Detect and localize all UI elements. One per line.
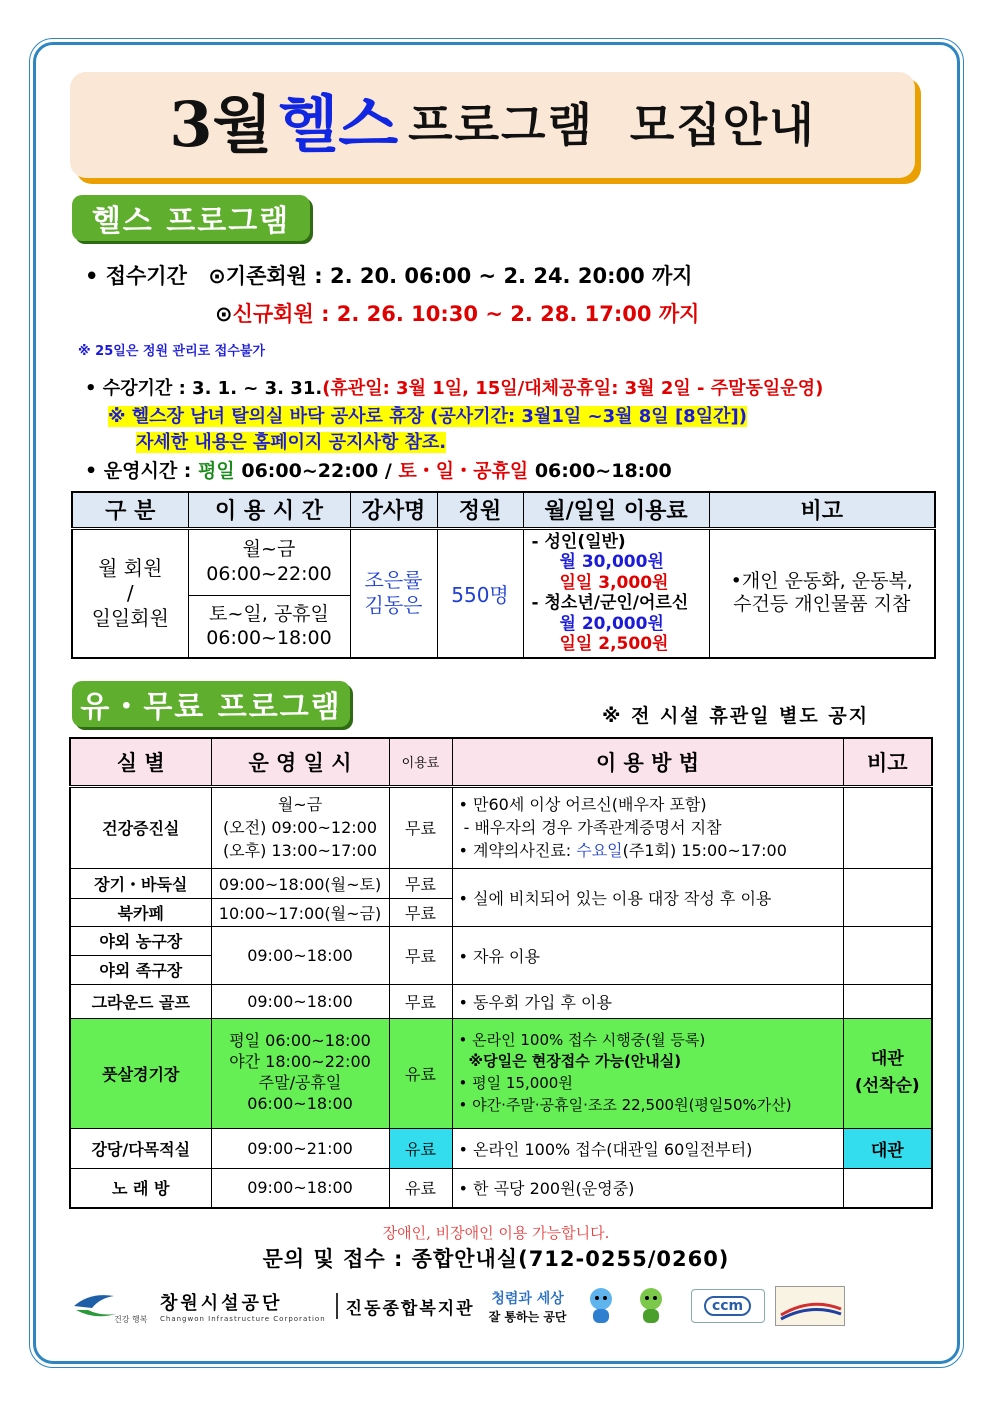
title-health: 헬스: [278, 88, 399, 161]
room-name: 북카페: [70, 898, 211, 926]
col-capacity: 정원: [437, 492, 523, 528]
weekday-hours-cell: [188, 528, 350, 595]
method-day: 수요일: [576, 841, 623, 861]
center-name: 진동종합복지관: [345, 1298, 475, 1319]
ccm-text: ccm: [704, 1296, 751, 1316]
new-members-period: 신규회원 : 2. 26. 10:30 ~ 2. 28. 17:00 까지: [232, 302, 700, 326]
health-program-badge: 헬스 프로그램: [72, 195, 310, 241]
method-line: ※당일은 현장접수 가능(안내실): [468, 1052, 682, 1071]
room-name: 노 래 방: [70, 1168, 211, 1208]
contact-info: 문의 및 접수 : 종합안내실(712-0255/0260): [262, 1247, 730, 1271]
title-banner: [70, 72, 915, 178]
room-hours: 10:00~17:00(월~금): [211, 898, 389, 926]
accessibility-note: 장애인, 비장애인 이용 가능합니다.: [382, 1224, 610, 1242]
room-method: • 동우회 가입 후 이용: [452, 984, 843, 1018]
registration-row: [85, 260, 693, 290]
hours-row: [85, 456, 672, 483]
method-line: - 배우자의 경우 가족관계증명서 지참: [458, 817, 722, 837]
room-fee: 무료: [389, 868, 452, 898]
hours-line: (오전) 09:00~12:00: [222, 817, 378, 837]
hours-line: 야간 18:00~22:00: [229, 1052, 371, 1072]
room-note: [843, 984, 932, 1018]
room-note: [843, 786, 932, 868]
room-fee: 유료: [389, 1128, 452, 1168]
closure-notice-row-2: [136, 428, 446, 454]
slogan-logo: [489, 1288, 567, 1325]
fee-youth-day: 일일 2,500원: [559, 634, 669, 655]
room-hours: 09:00~18:00(월~토): [211, 868, 389, 898]
closure-notice-1: ※ 헬스장 남녀 탈의실 바닥 공사로 휴장 (공사기간: 3월1일 ~3월 8일 [8일간]): [108, 406, 747, 427]
table-row: [70, 1018, 932, 1128]
instructor-cell: [350, 528, 437, 658]
period-label: • 수강기간 : 3. 1. ~ 3. 31.: [85, 378, 323, 399]
mascot-green-icon: [633, 1285, 669, 1327]
facility-table: [69, 737, 933, 1209]
hours-weekend-time: 06:00~18:00: [534, 460, 672, 482]
room-note: 대관: [843, 1128, 932, 1168]
method-line: • 평일 15,000원: [458, 1074, 573, 1092]
room-note: [843, 1018, 932, 1128]
room-hours: [211, 1018, 389, 1128]
room-hours: [211, 786, 389, 868]
member-type-daily: 일일회원: [91, 605, 169, 630]
room-note: [843, 926, 932, 984]
remark-line-2: 수건등 개인물품 지참: [733, 593, 911, 616]
room-note: [843, 868, 932, 926]
period-row: [85, 374, 823, 400]
col-time: 이 용 시 간: [188, 492, 350, 528]
new-mark: ⊙: [215, 302, 233, 326]
room-name: 야외 농구장: [70, 926, 211, 955]
fee-cell: [523, 528, 709, 658]
method-line: • 온라인 100% 접수 시행중(월 등록): [458, 1030, 706, 1049]
note-line: 대관: [870, 1048, 904, 1069]
table-row: [70, 786, 932, 868]
method-line: • 야간·주말·공휴일·조조 22,500원(평일50%가산): [458, 1095, 792, 1114]
mascot-blue-icon: [583, 1285, 619, 1327]
col-remark: 비고: [709, 492, 935, 528]
room-fee: 유료: [389, 1168, 452, 1208]
col-fee: 이용료: [389, 738, 452, 786]
room-fee: 무료: [389, 786, 452, 868]
emblem-logo: [70, 1284, 150, 1328]
ccm-logo: [691, 1289, 765, 1323]
col-note: 비고: [843, 738, 932, 786]
closure-day-notice: ※ 전 시설 휴관일 별도 공지: [602, 705, 870, 727]
period-holidays: (휴관일: 3월 1일, 15일/대체공휴일: 3월 2일 - 주말동일운영): [322, 378, 824, 399]
col-method: 이 용 방 법: [452, 738, 843, 786]
fee-adult-day: 일일 3,000원: [559, 572, 669, 593]
title-notice: 모집안내: [629, 98, 816, 152]
method-text: • 계약의사진료:: [458, 841, 577, 861]
col-type: 구 분: [72, 492, 188, 528]
fee-youth-label: - 청소년/군인/어르신: [531, 593, 689, 614]
remark-cell: [709, 528, 935, 658]
room-method: • 한 곡당 200원(운영중): [452, 1168, 843, 1208]
weekday-label: 월~금: [242, 538, 296, 561]
member-type-monthly: 월 회원: [98, 555, 163, 580]
room-fee: 무료: [389, 984, 452, 1018]
hours-line: 평일 06:00~18:00: [229, 1031, 371, 1051]
col-fee: 월/일일 이용료: [523, 492, 709, 528]
method-line: [459, 839, 843, 862]
table-row: [70, 1128, 932, 1168]
logo-bar: [70, 1282, 930, 1330]
room-fee: 무료: [389, 926, 452, 984]
room-name: 장기・바둑실: [70, 868, 211, 898]
member-type-slash: /: [126, 580, 134, 605]
hours-line: 06:00~18:00: [247, 1093, 353, 1113]
room-method: • 자유 이용: [452, 926, 843, 984]
room-method: • 실에 비치되어 있는 이용 대장 작성 후 이용: [452, 868, 843, 926]
weekend-hours-cell: [188, 595, 350, 658]
room-name: 풋살경기장: [70, 1018, 211, 1128]
room-fee: 무료: [389, 898, 452, 926]
room-method: [452, 1018, 843, 1128]
new-members-row: [215, 298, 699, 328]
hours-weekday-label: 평일: [198, 460, 235, 482]
col-instructor: 강사명: [350, 492, 437, 528]
certificate-icon: [775, 1286, 845, 1326]
weekend-label: 토~일, 공휴일: [209, 602, 329, 625]
weekend-time: 06:00~18:00: [206, 627, 332, 650]
health-fee-table: [71, 491, 936, 659]
room-hours: 09:00~18:00: [211, 984, 389, 1018]
emblem-text: 건강 행복: [114, 1315, 148, 1324]
room-hours: 09:00~21:00: [211, 1128, 389, 1168]
slogan-bottom: 잘 통하는 공단: [488, 1309, 567, 1324]
note-line: (선착순): [854, 1076, 920, 1096]
instructor-2: 김동은: [364, 593, 423, 618]
col-room: 실 별: [70, 738, 211, 786]
registration-label: • 접수기간: [85, 264, 187, 288]
closure-notice-row: [108, 402, 747, 428]
room-hours: 09:00~18:00: [211, 926, 389, 984]
room-name: 건강증진실: [70, 786, 211, 868]
org-name-en: Changwon Infrastructure Corporation: [160, 1315, 326, 1323]
hours-weekday-time: 06:00~22:00 /: [241, 460, 392, 482]
table-row: [70, 868, 932, 898]
hours-line: 주말/공휴일: [258, 1073, 342, 1092]
remark-line-1: •개인 운동화, 운동복,: [730, 570, 913, 593]
room-hours: 09:00~18:00: [211, 1168, 389, 1208]
hours-line: 월~금: [277, 794, 323, 814]
weekday-time: 06:00~22:00: [206, 563, 332, 585]
logo-divider: [336, 1293, 338, 1319]
room-name: 야외 족구장: [70, 955, 211, 984]
hours-label: • 운영시간 :: [85, 460, 192, 482]
title-month: 3월: [169, 88, 273, 161]
org-logo: [160, 1289, 326, 1323]
fee-adult-label: - 성인(일반): [531, 532, 626, 553]
hours-weekend-label: 토・일・공휴일: [398, 460, 529, 482]
fee-youth-month: 월 20,000원: [559, 613, 664, 634]
free-program-badge: 유・무료 프로그램: [72, 681, 350, 727]
slogan-top: 청렴과 세상: [491, 1290, 564, 1307]
method-text: (주1회) 15:00~17:00: [622, 841, 787, 861]
room-note: [843, 1168, 932, 1208]
org-name: 창원시설공단: [160, 1293, 283, 1314]
closure-notice-2: 자세한 내용은 홈페이지 공지사항 참조.: [136, 432, 447, 453]
title-program: 프로그램: [408, 98, 594, 152]
room-method: • 온라인 100% 접수(대관일 60일전부터): [452, 1128, 843, 1168]
method-line: • 만60세 이상 어르신(배우자 포함): [458, 794, 707, 814]
capacity-cell: 550명: [437, 528, 523, 658]
hours-line: (오후) 13:00~17:00: [222, 841, 378, 861]
table-row: [70, 1168, 932, 1208]
room-name: 강당/다목적실: [70, 1128, 211, 1168]
table-row: [70, 926, 932, 955]
table-row: [70, 984, 932, 1018]
room-method: [452, 786, 843, 868]
room-fee: 유료: [389, 1018, 452, 1128]
col-hours: 운 영 일 시: [211, 738, 389, 786]
emblem-icon: [70, 1284, 150, 1328]
instructor-1: 조은률: [364, 568, 423, 593]
room-name: 그라운드 골프: [70, 984, 211, 1018]
fee-adult-month: 월 30,000원: [559, 552, 664, 573]
note-25th: ※ 25일은 정원 관리로 접수불가: [78, 344, 265, 359]
existing-members-period: ⊙기존회원 : 2. 20. 06:00 ~ 2. 24. 20:00 까지: [208, 264, 693, 288]
member-type-cell: [72, 528, 188, 658]
